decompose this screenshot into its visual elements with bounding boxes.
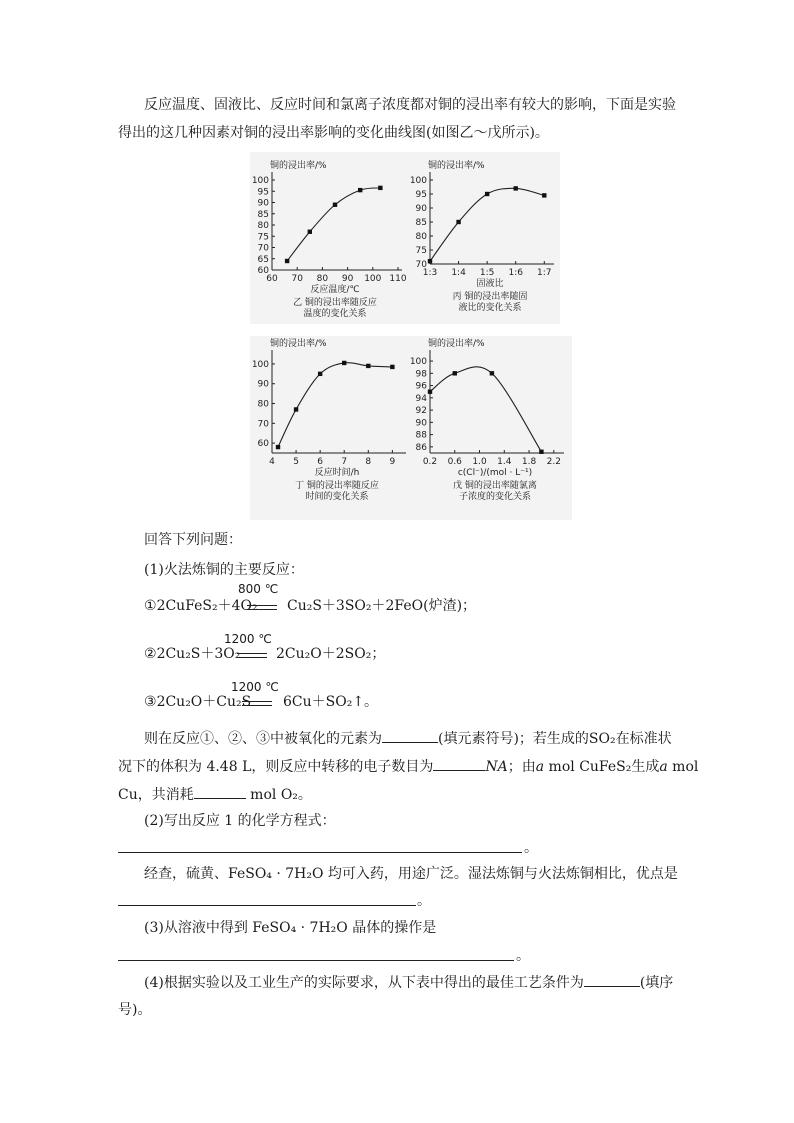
x-tick-label: 2.2	[546, 457, 561, 467]
q1-text-k: mol O₂。	[245, 787, 312, 803]
data-point	[428, 390, 432, 394]
chart-caption-line-2: 液比的变化关系	[458, 303, 522, 313]
reaction-3-products: 6Cu＋SO₂↑。	[283, 694, 379, 710]
q3-end-mark: 。	[516, 948, 530, 964]
answer-blank-electron-count[interactable]	[433, 756, 485, 771]
y-tick-label: 95	[257, 187, 269, 198]
x-tick-label: 1:6	[508, 268, 523, 278]
x-tick-label: 7	[341, 457, 348, 467]
chart-caption-line-2: 子浓度的变化关系	[458, 492, 532, 502]
x-tick-label: 90	[341, 274, 354, 284]
reaction-3-equals-sign	[242, 701, 272, 706]
x-tick-label: 9	[389, 457, 396, 467]
y-tick-label: 100	[251, 176, 269, 186]
answer-blank-oxidized-element[interactable]	[382, 728, 438, 743]
reaction-1-number: ①	[144, 598, 157, 614]
y-tick-label: 100	[409, 357, 427, 368]
x-axis-label: 反应时间/h	[314, 468, 360, 478]
q1-text-a: 则在反应①、②、③中被氧化的元素为	[144, 731, 382, 747]
reaction-1-products: Cu₂S＋3SO₂＋2FeO(炉渣)；	[287, 598, 477, 614]
q1-var-a-2: a	[659, 759, 668, 775]
reaction-3-reactants: 2Cu₂O＋Cu₂S	[156, 694, 252, 710]
y-axis-label: 铜的浸出率/%	[428, 161, 485, 171]
x-tick-label: 100	[364, 274, 382, 284]
chart-svg	[250, 336, 408, 520]
data-point	[542, 193, 546, 197]
series-line	[287, 188, 380, 261]
data-point	[490, 371, 494, 375]
x-tick-label: 4	[269, 457, 275, 467]
y-tick-label: 100	[409, 176, 427, 186]
y-tick-label: 100	[251, 359, 269, 370]
reaction-1-reactants: 2CuFeS₂＋4O₂	[156, 598, 258, 614]
q1-question-line-3	[118, 784, 312, 805]
x-axis-label: 固液比	[476, 279, 504, 289]
y-tick-label: 88	[415, 430, 427, 441]
x-tick-label: 5	[293, 457, 299, 467]
q1-text-e: ；由	[507, 759, 536, 775]
q4-text: (4)根据实验以及工业生产的实际要求，从下表中得出的最佳工艺条件为	[144, 975, 584, 991]
y-tick-label: 60	[257, 439, 269, 450]
data-point	[428, 259, 432, 263]
chart-svg	[250, 152, 410, 322]
y-tick-label: 92	[415, 406, 427, 417]
q2-end-mark-2: 。	[417, 893, 431, 909]
x-axis-label: c(Cl⁻)/(mol · L⁻¹)	[457, 468, 533, 478]
y-tick-label: 90	[415, 418, 427, 429]
reaction-3-lhs	[144, 692, 251, 712]
y-axis-label: 铜的浸出率/%	[270, 161, 327, 171]
q4-text-end: (填序	[639, 975, 674, 991]
chart-caption-line-1: 戊 铜的浸出率随氯离	[453, 481, 537, 491]
q2-end-mark: 。	[524, 840, 538, 856]
data-point	[539, 450, 543, 454]
x-tick-label: 6	[317, 457, 324, 467]
data-point	[318, 372, 322, 376]
x-tick-label: 1.8	[521, 457, 537, 467]
reaction-2-lhs	[144, 644, 240, 664]
chart-caption-line-2: 时间的变化关系	[305, 492, 369, 502]
data-point	[366, 364, 370, 368]
y-tick-label: 80	[257, 221, 269, 231]
q1-question-line-1	[144, 728, 672, 749]
q1-title: (1)火法炼铜的主要反应：	[144, 562, 304, 578]
y-axis-label: 铜的浸出率/%	[428, 339, 485, 349]
y-tick-label: 75	[257, 232, 269, 243]
chart-temperature	[250, 152, 410, 322]
answer-line-q2-advantage[interactable]	[118, 905, 416, 906]
chart-caption-line-1: 丁 铜的浸出率随反应	[295, 481, 379, 491]
q1-question-line-2	[118, 756, 698, 777]
y-tick-label: 60	[257, 266, 269, 276]
y-tick-label: 85	[415, 218, 427, 228]
chart-reaction-time	[250, 336, 408, 520]
chart-chloride-concentration	[408, 336, 572, 520]
y-tick-label: 75	[415, 246, 427, 256]
x-tick-label: 80	[316, 274, 329, 284]
y-tick-label: 70	[415, 260, 427, 270]
reaction-2-reactants: 2Cu₂S＋3O₂	[156, 646, 241, 662]
x-tick-label: 0.2	[422, 457, 438, 467]
data-point	[390, 365, 394, 369]
y-tick-label: 94	[415, 393, 427, 404]
y-tick-label: 95	[415, 190, 427, 200]
q4-line-2: 号)。	[118, 1002, 152, 1018]
y-tick-label: 65	[257, 254, 269, 265]
chart-caption-line-1: 乙 铜的浸出率随反应	[293, 298, 377, 308]
y-tick-label: 98	[415, 369, 427, 380]
q1-text-j: Cu，共消耗	[118, 787, 194, 803]
y-tick-label: 90	[257, 198, 269, 209]
data-point	[294, 407, 298, 411]
x-tick-label: 1:3	[422, 268, 438, 278]
answer-line-q2-equation[interactable]	[118, 852, 522, 853]
data-point	[342, 361, 346, 365]
series-line	[278, 363, 392, 447]
reaction-1-lhs	[144, 596, 258, 616]
q1-text-g: mol CuFeS₂生成	[544, 759, 660, 775]
q2-text: 经查，硫黄、FeSO₄ · 7H₂O 均可入药，用途广泛。湿法炼铜与火法炼铜相比，优点是	[144, 866, 678, 882]
data-point	[514, 186, 518, 190]
reaction-3-number: ③	[144, 694, 157, 710]
y-tick-label: 86	[415, 442, 427, 453]
y-tick-label: 70	[257, 243, 269, 254]
q2-title: (2)写出反应 1 的化学方程式：	[144, 813, 336, 829]
data-point	[308, 230, 312, 234]
chart-svg	[408, 336, 572, 520]
y-tick-label: 70	[257, 419, 269, 430]
x-tick-label: 1.4	[497, 457, 512, 467]
y-tick-label: 85	[257, 209, 269, 220]
reaction-2-condition: 1200 ℃	[224, 632, 272, 646]
chart-caption-line-1: 丙 铜的浸出率随固	[452, 292, 528, 302]
data-point	[333, 203, 337, 207]
answer-line-q3-operation[interactable]	[118, 960, 514, 961]
q3-title: (3)从溶液中得到 FeSO₄ · 7H₂O 晶体的操作是	[144, 920, 437, 936]
q1-text-c: 况下的体积为 4.48 L，则反应中转移的电子数目为	[118, 759, 434, 775]
data-point	[453, 371, 457, 375]
intro-line-2: 得出的这几种因素对铜的浸出率影响的变化曲线图(如图乙～戊所示)。	[118, 125, 549, 141]
chart-caption-line-2: 温度的变化关系	[303, 309, 367, 319]
intro-line-1: 反应温度、固液比、反应时间和氯离子浓度都对铜的浸出率有较大的影响，下面是实验	[144, 97, 676, 113]
x-axis-label: 反应温度/℃	[310, 285, 360, 295]
reaction-2-number: ②	[144, 646, 157, 662]
series-line	[430, 188, 544, 261]
y-axis-label: 铜的浸出率/%	[270, 339, 327, 349]
series-line	[430, 367, 541, 452]
reaction-1-condition: 800 ℃	[238, 582, 279, 596]
y-tick-label: 96	[415, 381, 427, 392]
y-tick-label: 80	[415, 232, 427, 242]
x-tick-label: 110	[389, 274, 407, 284]
data-point	[358, 188, 362, 192]
x-tick-label: 8	[365, 457, 372, 467]
x-tick-label: 70	[291, 274, 303, 284]
x-tick-label: 1:7	[537, 268, 552, 278]
chart-solid-liquid-ratio	[400, 152, 560, 322]
data-point	[456, 220, 460, 224]
q1-text-b: (填元素符号)；若生成的SO₂在标准状	[438, 731, 672, 747]
chart-svg	[400, 152, 560, 322]
q1-text-i: mol	[667, 759, 699, 775]
x-tick-label: 1:4	[451, 268, 466, 278]
data-point	[276, 445, 280, 449]
answer-blank-oxygen-moles[interactable]	[194, 784, 246, 799]
x-tick-label: 60	[266, 274, 278, 284]
x-tick-label: 1:5	[479, 268, 495, 278]
y-tick-label: 90	[257, 379, 269, 390]
y-tick-label: 80	[257, 399, 269, 410]
q1-var-a-1: a	[535, 759, 545, 775]
q1-avogadro-symbol: NA	[485, 759, 508, 775]
y-tick-label: 90	[415, 204, 427, 214]
data-point	[378, 186, 382, 190]
x-tick-label: 1.0	[472, 457, 487, 467]
reaction-2-products: 2Cu₂O＋2SO₂；	[276, 646, 386, 662]
q4-line-1	[144, 972, 673, 993]
reaction-3-condition: 1200 ℃	[231, 680, 279, 694]
data-point	[285, 259, 289, 263]
answer-blank-best-condition[interactable]	[584, 972, 640, 987]
reaction-1-equals-sign	[247, 605, 277, 610]
reaction-2-equals-sign	[237, 653, 267, 658]
questions-intro: 回答下列问题：	[144, 532, 242, 548]
x-tick-label: 0.6	[447, 457, 462, 467]
data-point	[485, 192, 489, 196]
